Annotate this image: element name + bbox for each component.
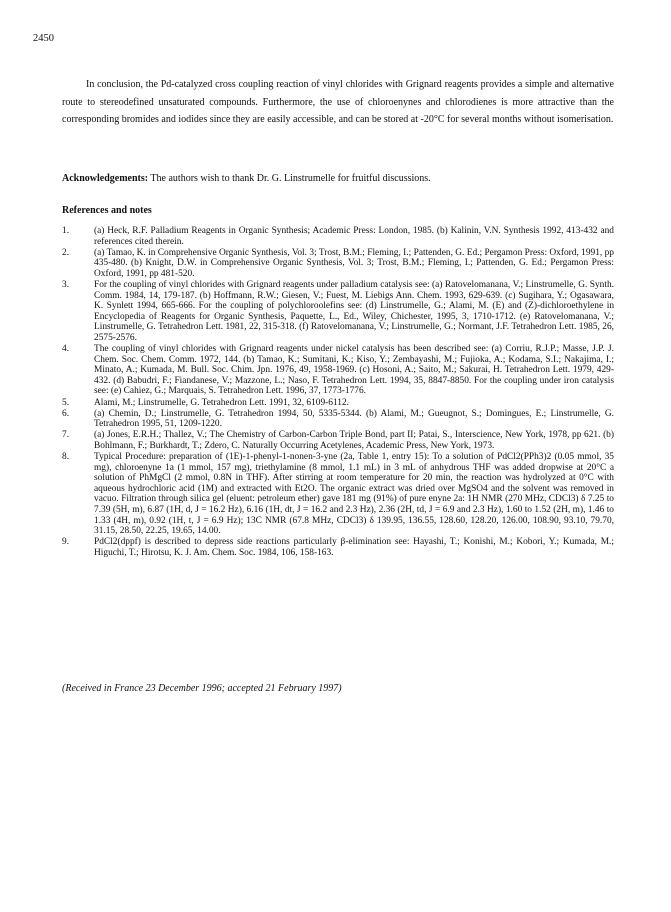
reference-item (62, 280, 614, 344)
references-list (62, 226, 614, 559)
reference-number: 2. (62, 247, 70, 258)
reference-number: 4. (62, 344, 70, 355)
reference-item (62, 409, 614, 430)
reference-item (62, 226, 614, 247)
reference-text: (a) Tamao, K. in Comprehensive Organic Synthesis, Vol. 3; Trost, B.M.; Fleming, I.; Pattenden, G. Ed.; Pergamon Press: Oxford, 1991, pp 435-480. (b) Knight, D.W. in Comprehensive Organic Synthesis, Vol. 3; Trost, B.M.; Fleming, I.; Pattenden, G. Ed.; Pergamon Press: Oxford, 1991, pp 481-520. (94, 247, 614, 279)
reference-text: PdCl2(dppf) is described to depress side reactions particularly β-elimination see: Hayashi, T.; Konishi, M.; Kobori, Y.; Kumada, M.; Higuchi, T.; Hirotsu, K. J. Am. Chem. Soc. 1984, 106, 158-163. (94, 537, 614, 558)
references-heading: References and notes (62, 205, 152, 216)
reference-item (62, 537, 614, 558)
reference-item (62, 398, 614, 409)
page-number: 2450 (33, 33, 54, 44)
reference-number: 9. (62, 537, 70, 548)
acknowledgements-label: Acknowledgements: (62, 173, 149, 184)
conclusion-text: In conclusion, the Pd-catalyzed cross coupling reaction of vinyl chlorides with Grignard reagents provides a simple and alternative route to stereodefined unsaturated compounds. Furthermore, the use of chloroenynes and chlorodienes is more attractive than the corresponding bromides and iodides since they are easily accessible, and can be stored at -20°C for several months without isomerisation. (62, 79, 614, 125)
reference-item (62, 452, 614, 537)
reference-number: 8. (62, 451, 70, 462)
received-note: (Received in France 23 December 1996; accepted 21 February 1997) (62, 683, 342, 694)
conclusion-paragraph (62, 76, 614, 129)
reference-item (62, 344, 614, 397)
reference-text: (a) Jones, E.R.H.; Thallez, V.; The Chemistry of Carbon-Carbon Triple Bond, part II; Patai, S., Interscience, New York, 1978, pp 621. (b) Bohlmann, F.; Burkhardt, T.; Zdero, C. Naturally Occurring Acetylenes, Academic Press, New York, 1973. (94, 430, 614, 451)
acknowledgements (62, 172, 614, 186)
acknowledgements-text: The authors wish to thank Dr. G. Linstrumelle for fruitful discussions. (148, 173, 431, 184)
reference-number: 1. (62, 226, 70, 236)
reference-text: Alami, M.; Linstrumelle, G. Tetrahedron Lett. 1991, 32, 6109-6112. (94, 397, 350, 408)
reference-number: 6. (62, 408, 70, 419)
reference-text: Typical Procedure: preparation of (1E)-1-phenyl-1-nonen-3-yne (2a, Table 1, entry 15): To a solution of PdCl2(PPh3)2 (0.05 mmol, 35 mg), chloroenyne 1a (1 mmol, 157 mg), triethylamine (8 mmol, 1.1 mL) in 3 mL of anhydrous THF was added dropwise at 20°C a solution of PhMgCl (2 mmol, 0.8N in THF). After stirring at room temperature for 20 min, the reaction was hydrolyzed at 0°C with aqueous hydrochloric acid (1M) and extracted with Et2O. The organic extract was dried over MgSO4 and the solvent was removed in vacuo. Filtration through silica gel (eluent: petroleum ether) gave 181 mg (91%) of pure enyne 2a: 1H NMR (270 MHz, CDCl3) δ 7.25 to 7.39 (5H, m), 6.87 (1H, d, J = 16.2 Hz), 6.16 (1H, dt, J = 16.2 and 2.3 Hz), 2.36 (2H, td, J = 6.9 and 2.3 Hz), 1.60 to 1.52 (2H, m), 1.46 to 1.33 (4H, m), 0.92 (1H, t, J = 6.9 Hz); 13C NMR (67.8 MHz, CDCl3) δ 139.95, 136.55, 128.60, 128.20, 126.00, 108.90, 93.10, 79.70, 31.15, 28.50, 22.25, 19.65, 14.00. (94, 451, 614, 537)
reference-text: For the coupling of vinyl chlorides with Grignard reagents under palladium catalysis see: (a) Ratovelomanana, V.; Linstrumelle, G. Synth. Comm. 1984, 14, 179-187. (b) Hoffmann, R.W.; Giesen, V.; Fuest, M. Liebigs Ann. Chem. 1993, 629-639. (c) Sugihara, Y.; Ogasawara, K. Synlett 1994, 665-666. For the coupling of polychloroolefins see: (d) Linstrumelle, G.; Alami, M. (E) and (Z)-dichloroethylene in Encyclopedia of Reagents for Organic Synthesis, Paquette, L., Ed., Wiley, Chichester, 1995, 3, 1710-1712. (e) Ratovelomanana, V.; Linstrumelle, G. Tetrahedron Lett. 1981, 22, 315-318. (f) Ratovelomanana, V.; Linstrumelle, G.; Normant, J.F. Tetrahedron Lett. 1985, 26, 2575-2576. (94, 279, 614, 343)
reference-number: 3. (62, 279, 70, 290)
reference-item (62, 248, 614, 280)
reference-text: (a) Chemin, D.; Linstrumelle, G. Tetrahedron 1994, 50, 5335-5344. (b) Alami, M.; Gueugnot, S.; Domingues, E.; Linstrumelle, G. Tetrahedron 1995, 51, 1209-1220. (94, 408, 614, 430)
reference-item (62, 430, 614, 451)
reference-number: 5. (62, 397, 70, 408)
reference-text: (a) Heck, R.F. Palladium Reagents in Organic Synthesis; Academic Press: London, 1985. (b) Kalinin, V.N. Synthesis 1992, 413-432 and references cited therein. (94, 226, 614, 247)
reference-text: The coupling of vinyl chlorides with Grignard reagents under nickel catalysis has been described see: (a) Corriu, R.J.P.; Masse, J.P. J. Chem. Soc. Chem. Comm. 1972, 144. (b) Tamao, K.; Sumitani, K.; Kiso, Y.; Zembayashi, M.; Fujioka, A.; Kodama, S.I.; Nakajima, I.; Minato, A.; Kumada, M. Bull. Soc. Chim. Jpn. 1976, 49, 1958-1969. (c) Hosoni, A.; Saito, M.; Sakurai, H. Tetrahedron Lett. 1979, 429-432. (d) Babudri, F.; Fiandanese, V.; Mazzone, L.; Naso, F. Tetrahedron Lett. 1994, 35, 8847-8850. For the coupling under iron catalysis see: (e) Cahiez, G.; Marquais, S. Tetrahedron Lett. 1996, 37, 1773-1776. (94, 344, 614, 397)
reference-number: 7. (62, 430, 70, 441)
